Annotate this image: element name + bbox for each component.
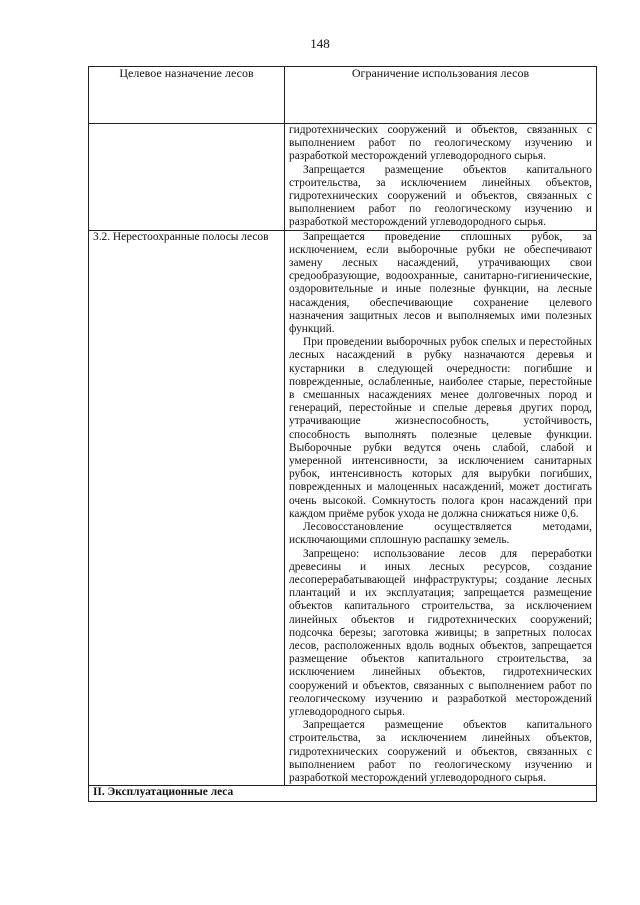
restriction-paragraph: Запрещено: использование лесов для переработки древесины и иных лесных ресурсов, создание лесоперерабатывающей инфраструктуры; создание лесных плантаций и их эксплуатация; запрещается размещение объектов капитального строительства, за исключением линейных объектов и гидротехнических сооружений; подсочка березы; заготовка живицы; в запретных полосах лесов, расположенных вдоль водных объектов, запрещается размещение объектов капитального строительства, за исключением линейных объектов, гидротехнических сооружений и объектов, связанных с выполнением работ по геологическому изучению и разработкой месторождений углеводородного сырья. — [289, 547, 592, 718]
section-title: II. Эксплуатационные леса — [89, 786, 597, 802]
forest-use-table — [88, 66, 597, 802]
table-row — [89, 124, 597, 231]
restriction-paragraph: Запрещается проведение сплошных рубок, за исключением, если выборочные рубки не обеспечивают замену лесных насаждений, утрачивающих свои средообразующие, водоохранные, санитарно-гигиенические, оздоровительные и иные полезные функции, на лесные насаждения, обеспечивающие сохранение целевого назначения защитных лесов и выполняемых ими полезных функций. — [289, 230, 592, 336]
page-number: 148 — [310, 36, 330, 51]
restriction-paragraph: Лесовосстановление осуществляется методами, исключающими сплошную распашку земель. — [289, 521, 592, 547]
restriction-paragraph: Запрещается размещение объектов капитального строительства, за исключением линейных объектов, гидротехнических сооружений и объектов, связанных с выполнением работ по геологическому изучению и разработкой месторождений углеводородного сырья. — [289, 719, 592, 784]
row-restriction-text — [285, 124, 597, 231]
restriction-paragraph: гидротехнических сооружений и объектов, связанных с выполнением работ по геологическому изучению и разработкой месторождений углеводородного сырья. — [289, 124, 592, 163]
restriction-paragraph: При проведении выборочных рубок спелых и перестойных лесных насаждений в рубку назначаются деревья и кустарники в следующей очередности: погибшие и поврежденные, ослабленные, наиболее старые, перестойные в смешанных насаждениях менее долговечных пород и генераций, перестойные и спелые деревья других пород, утрачивающие жизнеспособность, устойчивость, способность выполнять полезные целевые функции. Выборочные рубки ведутся очень слабой, слабой и умеренной интенсивности, за исключением санитарных рубок, интенсивность которых для вырубки погибших, поврежденных и малоценных насаждений, может достигать очень высокой. Сомкнутость полога крон насаждений при каждом приёме рубок ухода не должна снижаться ниже 0,6. — [289, 336, 592, 520]
row-restriction-text — [285, 230, 597, 786]
restriction-paragraph: Запрещается размещение объектов капитального строительства, за исключением линейных объектов, гидротехнических сооружений и объектов, связанных с выполнением работ по геологическому изучению и разработкой месторождений углеводородного сырья. — [289, 163, 592, 229]
section-row — [89, 786, 597, 802]
table-row — [89, 230, 597, 786]
table-header-row — [89, 67, 597, 124]
row-label — [89, 124, 285, 231]
row-label: 3.2. Нерестоохранные полосы лесов — [89, 230, 285, 786]
header-purpose: Целевое назначение лесов — [89, 67, 285, 124]
header-restriction: Ограничение использования лесов — [285, 67, 597, 124]
